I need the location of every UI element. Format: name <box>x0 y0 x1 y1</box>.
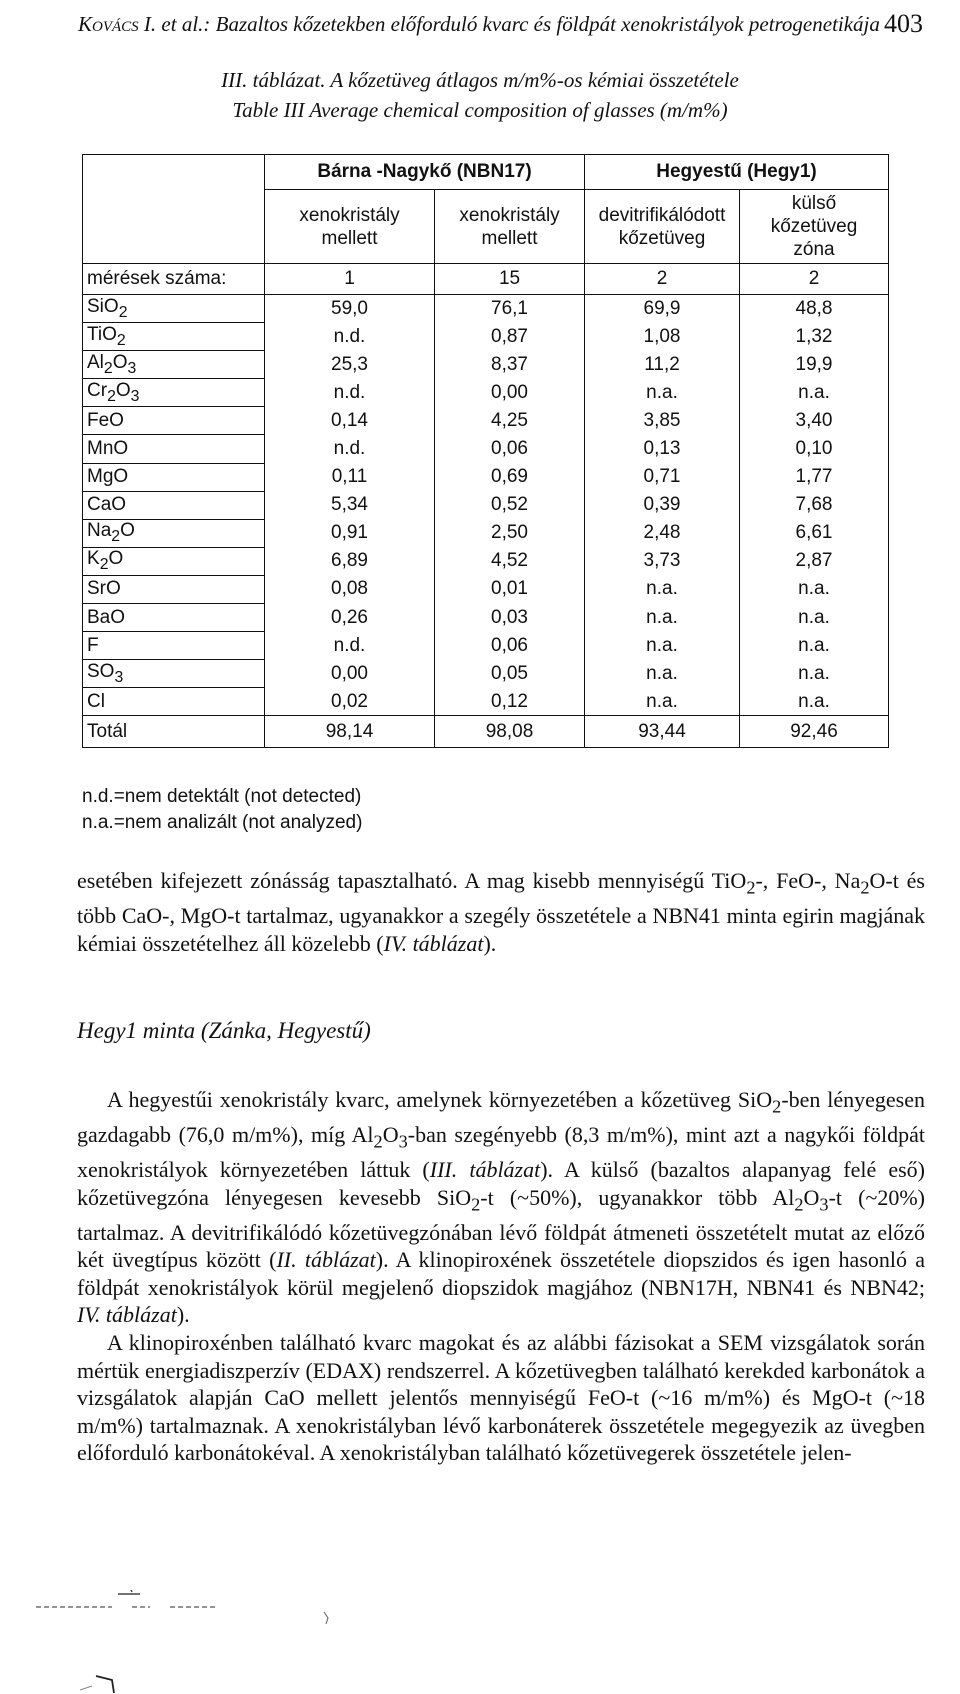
total-value: 93,44 <box>585 716 740 748</box>
total-label: Totál <box>83 716 265 748</box>
table-cell: 0,06 <box>435 435 585 463</box>
oxide-label-text: SiO <box>87 295 119 317</box>
oxide-label <box>83 632 265 660</box>
oxide-label-text: TiO <box>87 323 117 345</box>
table-row <box>83 632 889 660</box>
group-header-hegy1: Hegyestű (Hegy1) <box>585 155 889 190</box>
table-row <box>83 295 889 323</box>
paragraph-hegy1 <box>77 1086 925 1467</box>
table-row <box>83 407 889 435</box>
table-cell: 8,37 <box>435 351 585 379</box>
table-cell: 1,77 <box>740 463 889 491</box>
subheader-line: kőzetüveg <box>770 216 858 237</box>
oxide-label <box>83 407 265 435</box>
table-cell: 0,02 <box>265 688 435 716</box>
table-cell: 4,25 <box>435 407 585 435</box>
table-row <box>83 604 889 632</box>
table-cell: 69,9 <box>585 295 740 323</box>
oxide-label-subscript: 3 <box>114 668 124 686</box>
subheader-cell <box>585 190 740 264</box>
table-cell: n.a. <box>585 688 740 716</box>
page-number: 403 <box>884 9 923 38</box>
oxide-label <box>83 351 265 379</box>
text-run: ). A klinopiroxének összetétele diopszidos és igen hasonló a földpát xenokristályok körül megjelenő diopszidok magjához (NBN17H, NBN41 és NBN42; <box>77 1247 925 1300</box>
table-group-header-row <box>83 155 889 190</box>
text-run: esetében kifejezett zónásság tapasztalható. A mag kisebb mennyiségű TiO <box>77 868 747 893</box>
table-cell: 0,01 <box>435 575 585 603</box>
table-cell: n.a. <box>585 575 740 603</box>
table-cell: 2,48 <box>585 519 740 547</box>
table-cell: n.d. <box>265 323 435 351</box>
oxide-label-text: Cr <box>87 379 108 401</box>
chemical-composition-table <box>82 154 889 748</box>
oxide-label <box>83 660 265 688</box>
running-head-authors-smallcaps: Kovács I. <box>78 12 157 36</box>
table-cell: 2,50 <box>435 519 585 547</box>
running-head-authors <box>78 12 880 36</box>
table-cell: n.d. <box>265 435 435 463</box>
subheader-cell <box>435 190 585 264</box>
table-cell: n.a. <box>585 604 740 632</box>
oxide-label-text: O <box>115 379 131 401</box>
oxide-label-subscript: 2 <box>99 556 109 574</box>
table-reference: IV. táblázat <box>77 1302 177 1328</box>
table-notes <box>82 784 362 836</box>
running-head-title: et al.: Bazaltos kőzetekben előforduló kvarc és földpát xenokristályok petrogenetikája <box>156 12 880 36</box>
oxide-label-text: SO <box>87 660 115 682</box>
table-caption-english: Table III Average chemical composition of glasses (m/m%) <box>232 98 728 122</box>
oxide-label-text: SrO <box>87 578 121 600</box>
measurement-count-row <box>83 264 889 295</box>
table-cell: 6,61 <box>740 519 889 547</box>
table-row <box>83 323 889 351</box>
subscript: 2 <box>373 1131 383 1152</box>
table-cell: 0,39 <box>585 491 740 519</box>
table-cell: n.a. <box>585 379 740 407</box>
subheader-line: devitrifikálódott <box>598 204 726 226</box>
subscript: 3 <box>819 1193 829 1214</box>
oxide-label-subscript: 2 <box>118 303 128 321</box>
table-row <box>83 660 889 688</box>
table-cell: 59,0 <box>265 295 435 323</box>
table-cell: 0,05 <box>435 660 585 688</box>
running-head <box>78 4 923 44</box>
table-cell: 0,69 <box>435 463 585 491</box>
group-header-nbn17: Bárna -Nagykő (NBN17) <box>265 155 585 190</box>
oxide-label <box>83 435 265 463</box>
oxide-label <box>83 547 265 575</box>
total-value: 98,08 <box>435 716 585 748</box>
table-corner-cell <box>83 155 265 264</box>
oxide-label-text: O <box>112 351 128 373</box>
oxide-label-text: Na <box>87 520 112 542</box>
table-cell: 1,32 <box>740 323 889 351</box>
table-cell: 0,26 <box>265 604 435 632</box>
count-value: 2 <box>585 264 740 295</box>
subheader-cell <box>265 190 435 264</box>
table-cell: 0,12 <box>435 688 585 716</box>
subheader-line: xenokristály <box>299 204 400 226</box>
table-cell: n.a. <box>740 604 889 632</box>
count-label: mérések száma: <box>83 264 265 295</box>
text-run: ). <box>483 930 497 956</box>
table-caption-hungarian: III. táblázat. A kőzetüveg átlagos m/m%-os kémiai összetétele <box>221 68 739 92</box>
table-cell: n.a. <box>740 688 889 716</box>
text-run: O-t és több CaO-, MgO-t tartalmaz, ugyanakkor a szegély összetétele a NBN41 minta egirin magjának kémiai összetételhez áll közelebb ( <box>77 868 925 956</box>
oxide-label-text: K <box>87 548 100 570</box>
subscript: 2 <box>860 877 870 898</box>
oxide-label <box>83 604 265 632</box>
subscript: 2 <box>471 1193 481 1214</box>
table-cell: n.a. <box>740 379 889 407</box>
oxide-label <box>83 463 265 491</box>
oxide-label <box>83 575 265 603</box>
text-run: -, FeO-, Na <box>755 868 861 893</box>
subheader-line: mellett <box>481 227 538 249</box>
oxide-label-text: MgO <box>87 466 129 488</box>
table-cell: 1,08 <box>585 323 740 351</box>
table-row <box>83 575 889 603</box>
subheader-line: mellett <box>321 227 378 249</box>
table-cell: 0,00 <box>435 379 585 407</box>
table-cell: n.d. <box>265 379 435 407</box>
oxide-label-text: FeO <box>87 409 124 431</box>
oxide-label-text: Al <box>87 351 104 373</box>
text-run: -ban szegényebb (8,3 m/m%), mint azt a nagykői földpát xenokristályok környezetében láttuk ( <box>77 1121 925 1182</box>
section-subheading: Hegy1 minta (Zánka, Hegyestű) <box>77 1018 371 1043</box>
table-row <box>83 463 889 491</box>
subheader-line: külső <box>791 193 837 214</box>
table-cell: 19,9 <box>740 351 889 379</box>
subheader-line: xenokristály <box>459 204 560 226</box>
table-cell: 4,52 <box>435 547 585 575</box>
oxide-label-subscript: 2 <box>116 331 126 349</box>
table-cell: 0,11 <box>265 463 435 491</box>
table-cell: 3,40 <box>740 407 889 435</box>
oxide-label-text: CaO <box>87 494 127 516</box>
note-not-analyzed: n.a.=nem analizált (not analyzed) <box>82 812 363 833</box>
table-row <box>83 519 889 547</box>
table-body <box>83 155 889 748</box>
subscript: 3 <box>398 1131 408 1152</box>
table-cell: 25,3 <box>265 351 435 379</box>
table-row <box>83 351 889 379</box>
table-cell: n.a. <box>740 632 889 660</box>
subheader-cell <box>740 190 889 264</box>
table-cell: n.a. <box>585 632 740 660</box>
oxide-label-subscript: 2 <box>111 528 121 546</box>
table-reference: III. táblázat <box>429 1156 541 1182</box>
oxide-label <box>83 323 265 351</box>
note-not-detected: n.d.=nem detektált (not detected) <box>82 786 362 807</box>
table-cell: 0,52 <box>435 491 585 519</box>
oxide-label <box>83 295 265 323</box>
table-cell: 0,00 <box>265 660 435 688</box>
subscript: 2 <box>772 1096 782 1117</box>
oxide-label-subscript: 2 <box>103 359 113 377</box>
table-cell: 0,91 <box>265 519 435 547</box>
table-cell: 5,34 <box>265 491 435 519</box>
table-row <box>83 435 889 463</box>
oxide-label-text: MnO <box>87 438 129 460</box>
count-value: 2 <box>740 264 889 295</box>
oxide-label-subscript: 3 <box>130 387 140 405</box>
table-cell: 0,13 <box>585 435 740 463</box>
table-row <box>83 379 889 407</box>
total-value: 98,14 <box>265 716 435 748</box>
oxide-label-text: F <box>87 634 99 656</box>
table-cell: 0,71 <box>585 463 740 491</box>
table-cell: n.a. <box>740 660 889 688</box>
text-run: -t (~50%), ugyanakkor több Al <box>480 1184 795 1210</box>
text-run: O <box>803 1184 820 1210</box>
table-cell: 0,03 <box>435 604 585 632</box>
text-run: -ben lényegesen gazdagabb (76,0 m/m%), míg Al <box>77 1087 925 1147</box>
table-cell: n.d. <box>265 632 435 660</box>
table-cell: 0,87 <box>435 323 585 351</box>
table-cell: 3,85 <box>585 407 740 435</box>
text-run: ). A külső (bazaltos alapanyag felé eső) kőzetüvegzóna lényegesen kevesebb SiO <box>77 1156 925 1210</box>
oxide-label-subscript: 2 <box>107 387 116 405</box>
oxide-label-text: O <box>108 548 124 570</box>
oxide-label-text: BaO <box>87 606 126 628</box>
oxide-label <box>83 519 265 547</box>
pen-marks <box>0 1590 960 1694</box>
table-cell: 6,89 <box>265 547 435 575</box>
oxide-label-text: Cl <box>87 690 105 712</box>
table-reference: II. táblázat <box>276 1247 376 1273</box>
table-cell: n.a. <box>585 660 740 688</box>
oxide-label-text: O <box>120 520 135 542</box>
table-cell: 0,08 <box>265 575 435 603</box>
subheader-line: zóna <box>793 239 835 260</box>
table-cell: 48,8 <box>740 295 889 323</box>
table-cell: 11,2 <box>585 351 740 379</box>
table-row <box>83 688 889 716</box>
oxide-label <box>83 379 265 407</box>
paragraph-zoning <box>77 867 925 957</box>
table-cell: 76,1 <box>435 295 585 323</box>
table-cell: 0,14 <box>265 407 435 435</box>
subscript: 2 <box>746 877 756 898</box>
oxide-label <box>83 491 265 519</box>
oxide-label <box>83 688 265 716</box>
table-cell: 0,10 <box>740 435 889 463</box>
table-cell: 2,87 <box>740 547 889 575</box>
subheader-line: kőzetüveg <box>618 227 706 249</box>
total-row <box>83 716 889 748</box>
table-cell: 3,73 <box>585 547 740 575</box>
text-run: ). <box>176 1302 190 1328</box>
table-cell: 0,06 <box>435 632 585 660</box>
count-value: 1 <box>265 264 435 295</box>
table-row <box>83 491 889 519</box>
oxide-label-subscript: 3 <box>127 359 137 377</box>
table-reference: IV. táblázat <box>383 930 484 956</box>
text-run: A hegyestűi xenokristály kvarc, amelynek környezetében a kőzetüveg SiO <box>107 1087 773 1112</box>
count-value: 15 <box>435 264 585 295</box>
table-cell: n.a. <box>740 575 889 603</box>
text-run: -t (~20%) tartalmaz. A devitrifikálódó kőzetüvegzónában lévő földpát átmeneti összetételt mutat az előző két üvegtípus között ( <box>77 1184 925 1273</box>
table-row <box>83 547 889 575</box>
table-cell: 7,68 <box>740 491 889 519</box>
text-run: O <box>382 1121 399 1147</box>
total-value: 92,46 <box>740 716 889 748</box>
paragraph-sem: A klinopiroxénben található kvarc magokat és az alábbi fázisokat a SEM vizsgálatok során mértük energiadiszperzív (EDAX) rendszerrel. A kőzetüvegben található kerekded karbonátok a vizsgálatok alapján CaO mellett jelentős mennyiségű FeO-t (~16 m/m%) és MgO-t (~18 m/m%) tartalmaznak. A xenokristályban lévő karbonáterek összetétele megegyezik az üvegben előforduló karbonátokéval. A xenokristályban található kőzetüvegerek összetétele jelen- <box>77 1329 925 1466</box>
subscript: 2 <box>794 1193 804 1214</box>
